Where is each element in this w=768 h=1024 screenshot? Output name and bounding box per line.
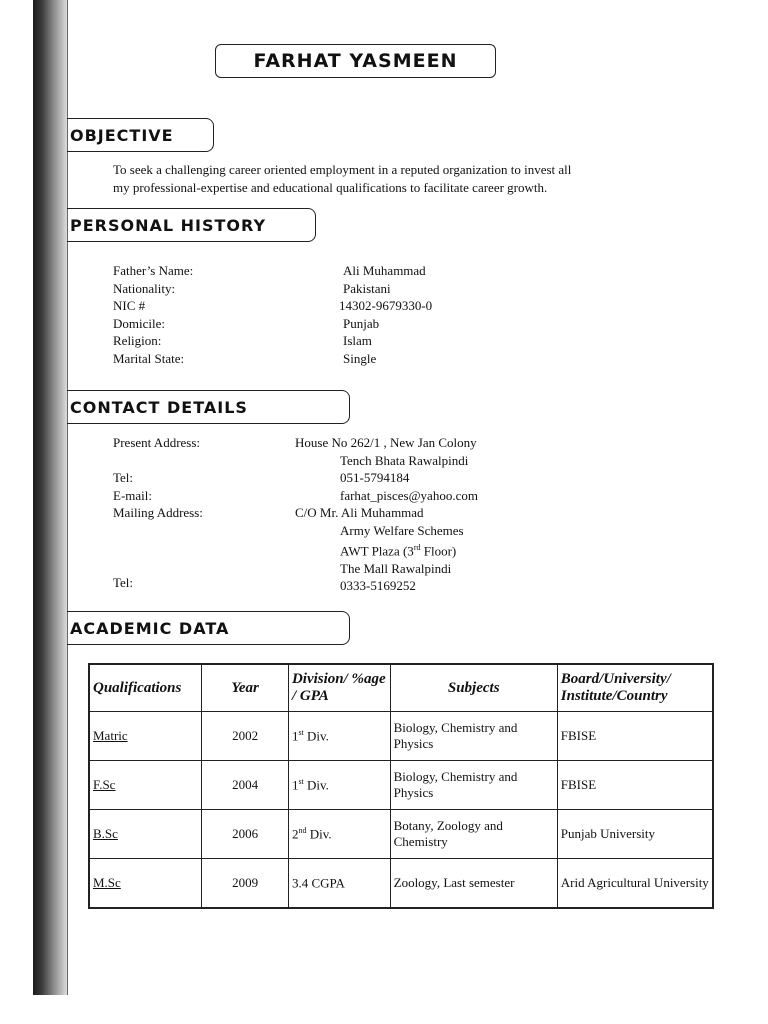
contact-values xyxy=(295,434,478,595)
contact-tel2: 0333-5169252 xyxy=(340,578,416,594)
header-year: Year xyxy=(202,664,289,712)
division-cell: 2nd Div. xyxy=(288,810,390,859)
personal-value: Punjab xyxy=(343,315,380,331)
qualification-cell: F.Sc xyxy=(89,761,202,810)
year-cell: 2009 xyxy=(202,859,289,909)
personal-value: 14302-9679330-0 xyxy=(339,298,433,313)
objective-text xyxy=(113,161,673,196)
personal-value: Pakistani xyxy=(343,280,391,296)
year-cell: 2006 xyxy=(202,810,289,859)
objective-line-2: my professional-expertise and educational qualifications to facilitate career growth. xyxy=(113,179,548,195)
contact-labels xyxy=(113,434,203,592)
present-address-line1: House No 262/1 , New Jan Colony xyxy=(295,435,477,450)
board-cell: Punjab University xyxy=(557,810,713,859)
table-row xyxy=(89,810,713,859)
contact-tel: 051-5794184 xyxy=(340,470,410,485)
academic-table xyxy=(88,663,714,909)
contact-label-tel: Tel: xyxy=(113,470,134,485)
table-row xyxy=(89,859,713,909)
board-cell: FBISE xyxy=(557,761,713,810)
personal-value: Single xyxy=(343,350,377,366)
division-cell: 1st Div. xyxy=(288,712,390,761)
personal-label: Nationality: xyxy=(113,280,176,296)
personal-value: Ali Muhammad xyxy=(343,263,426,278)
header-board: Board/University/ Institute/Country xyxy=(557,664,713,712)
header-qualifications: Qualifications xyxy=(89,664,202,712)
personal-value: Islam xyxy=(343,333,372,348)
qualification-cell: B.Sc xyxy=(89,810,202,859)
qualification-cell: M.Sc xyxy=(89,859,202,909)
mailing-address-line2: Army Welfare Schemes xyxy=(340,522,464,538)
contact-label-mailing: Mailing Address: xyxy=(113,505,203,520)
mailing-address-line1: C/O Mr. Ali Muhammad xyxy=(295,505,424,520)
table-row xyxy=(89,761,713,810)
section-personal-heading: PERSONAL HISTORY xyxy=(67,208,316,242)
year-cell: 2002 xyxy=(202,712,289,761)
division-cell: 3.4 CGPA xyxy=(288,859,390,909)
header-subjects: Subjects xyxy=(390,664,557,712)
present-address-line2: Tench Bhata Rawalpindi xyxy=(340,452,469,468)
subjects-cell: Zoology, Last semester xyxy=(390,859,557,909)
personal-label: Religion: xyxy=(113,333,162,348)
personal-label: Marital State: xyxy=(113,350,185,366)
contact-label-present: Present Address: xyxy=(113,435,201,450)
header-division: Division/ %age / GPA xyxy=(288,664,390,712)
resume-name: FARHAT YASMEEN xyxy=(215,44,496,78)
board-cell: Arid Agricultural University xyxy=(557,859,713,909)
section-academic-heading: ACADEMIC DATA xyxy=(67,611,350,645)
division-cell: 1st Div. xyxy=(288,761,390,810)
table-row xyxy=(89,712,713,761)
objective-line-1: To seek a challenging career oriented employment in a reputed organization to invest all xyxy=(113,162,572,177)
contact-label-tel2: Tel: xyxy=(113,575,134,590)
subjects-cell: Botany, Zoology and Chemistry xyxy=(390,810,557,859)
subjects-cell: Biology, Chemistry and Physics xyxy=(390,761,557,810)
personal-label: NIC # xyxy=(113,298,146,313)
personal-values xyxy=(339,262,433,367)
table-header-row xyxy=(89,664,713,712)
contact-email: farhat_pisces@yahoo.com xyxy=(340,487,478,503)
page-side-bar xyxy=(33,0,68,995)
subjects-cell: Biology, Chemistry and Physics xyxy=(390,712,557,761)
contact-label-email: E-mail: xyxy=(113,487,152,503)
personal-label: Domicile: xyxy=(113,315,165,331)
mailing-address-line3: AWT Plaza (3rd Floor) xyxy=(340,543,457,559)
section-contact-heading: CONTACT DETAILS xyxy=(67,390,350,424)
qualification-cell: Matric xyxy=(89,712,202,761)
personal-labels xyxy=(113,262,193,367)
board-cell: FBISE xyxy=(557,712,713,761)
year-cell: 2004 xyxy=(202,761,289,810)
personal-label: Father’s Name: xyxy=(113,263,194,278)
section-objective-heading: OBJECTIVE xyxy=(67,118,214,152)
mailing-address-line4: The Mall Rawalpindi xyxy=(340,560,452,576)
